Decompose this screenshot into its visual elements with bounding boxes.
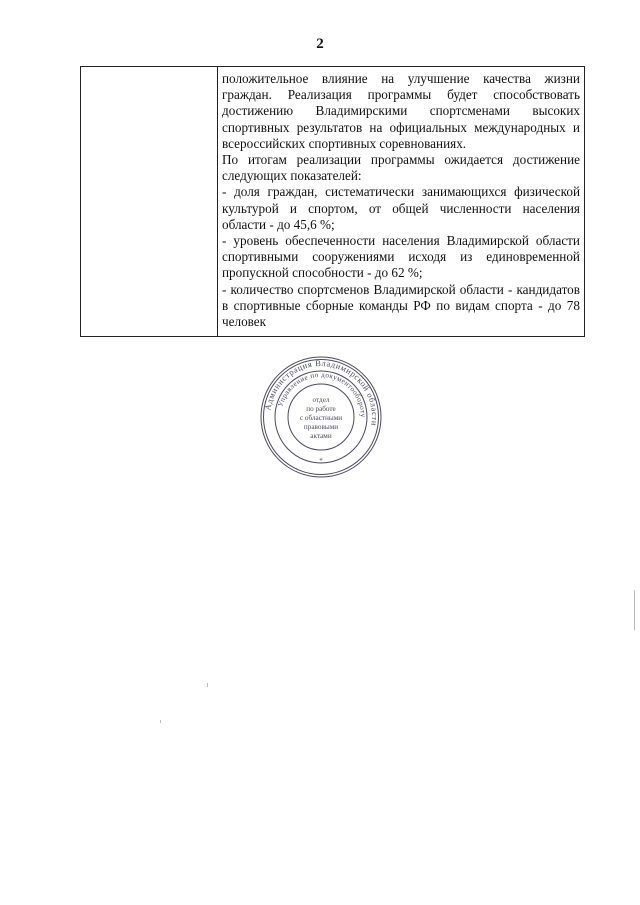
seal-center-line: отдел (312, 396, 330, 404)
indicator-facility-capacity: - уровень обеспеченности населения Владимирской области спортивными сооружениями исходя из единовременной пропускной способности - до 62 %; (222, 233, 580, 281)
scan-speck (207, 683, 208, 687)
seal-inner-text: Управление по документообороту (276, 370, 368, 418)
paragraph-impact: положительное влияние на улучшение качества жизни граждан. Реализация программы будет способствовать достижению Владимирскими спортсменами высоких спортивных результатов на официальных международных и всероссийских спортивных соревнованиях. (222, 71, 580, 151)
program-description (218, 67, 584, 330)
paragraph-indicators-intro: По итогам реализации программы ожидается достижение следующих показателей: (222, 152, 580, 184)
table-cell-left (81, 67, 218, 337)
table-cell-right (218, 67, 585, 337)
seal-center-line: актами (310, 432, 332, 440)
seal-star-icon: * (319, 457, 323, 465)
indicator-sport-participation: - доля граждан, систематически занимающихся физической культурой и спортом, от общей численности населения области - до 45,6 %; (222, 184, 580, 232)
program-table (80, 66, 585, 337)
scan-speck (160, 720, 161, 723)
seal-center-line: правовыми (303, 423, 339, 431)
seal-center-line: по работе (306, 405, 336, 413)
seal-center-line: с областными (299, 414, 343, 422)
table-row (81, 67, 585, 337)
page-number: 2 (316, 36, 324, 52)
indicator-national-team-candidates: - количество спортсменов Владимирской области - кандидатов в спортивные сборные команды РФ по видам спорта - до 78 человек (222, 281, 580, 330)
seal-outer-text: Администрация Владимирской области (263, 358, 380, 427)
official-seal (259, 355, 383, 479)
seal-graphic (259, 355, 383, 479)
scan-edge-mark (634, 590, 635, 630)
